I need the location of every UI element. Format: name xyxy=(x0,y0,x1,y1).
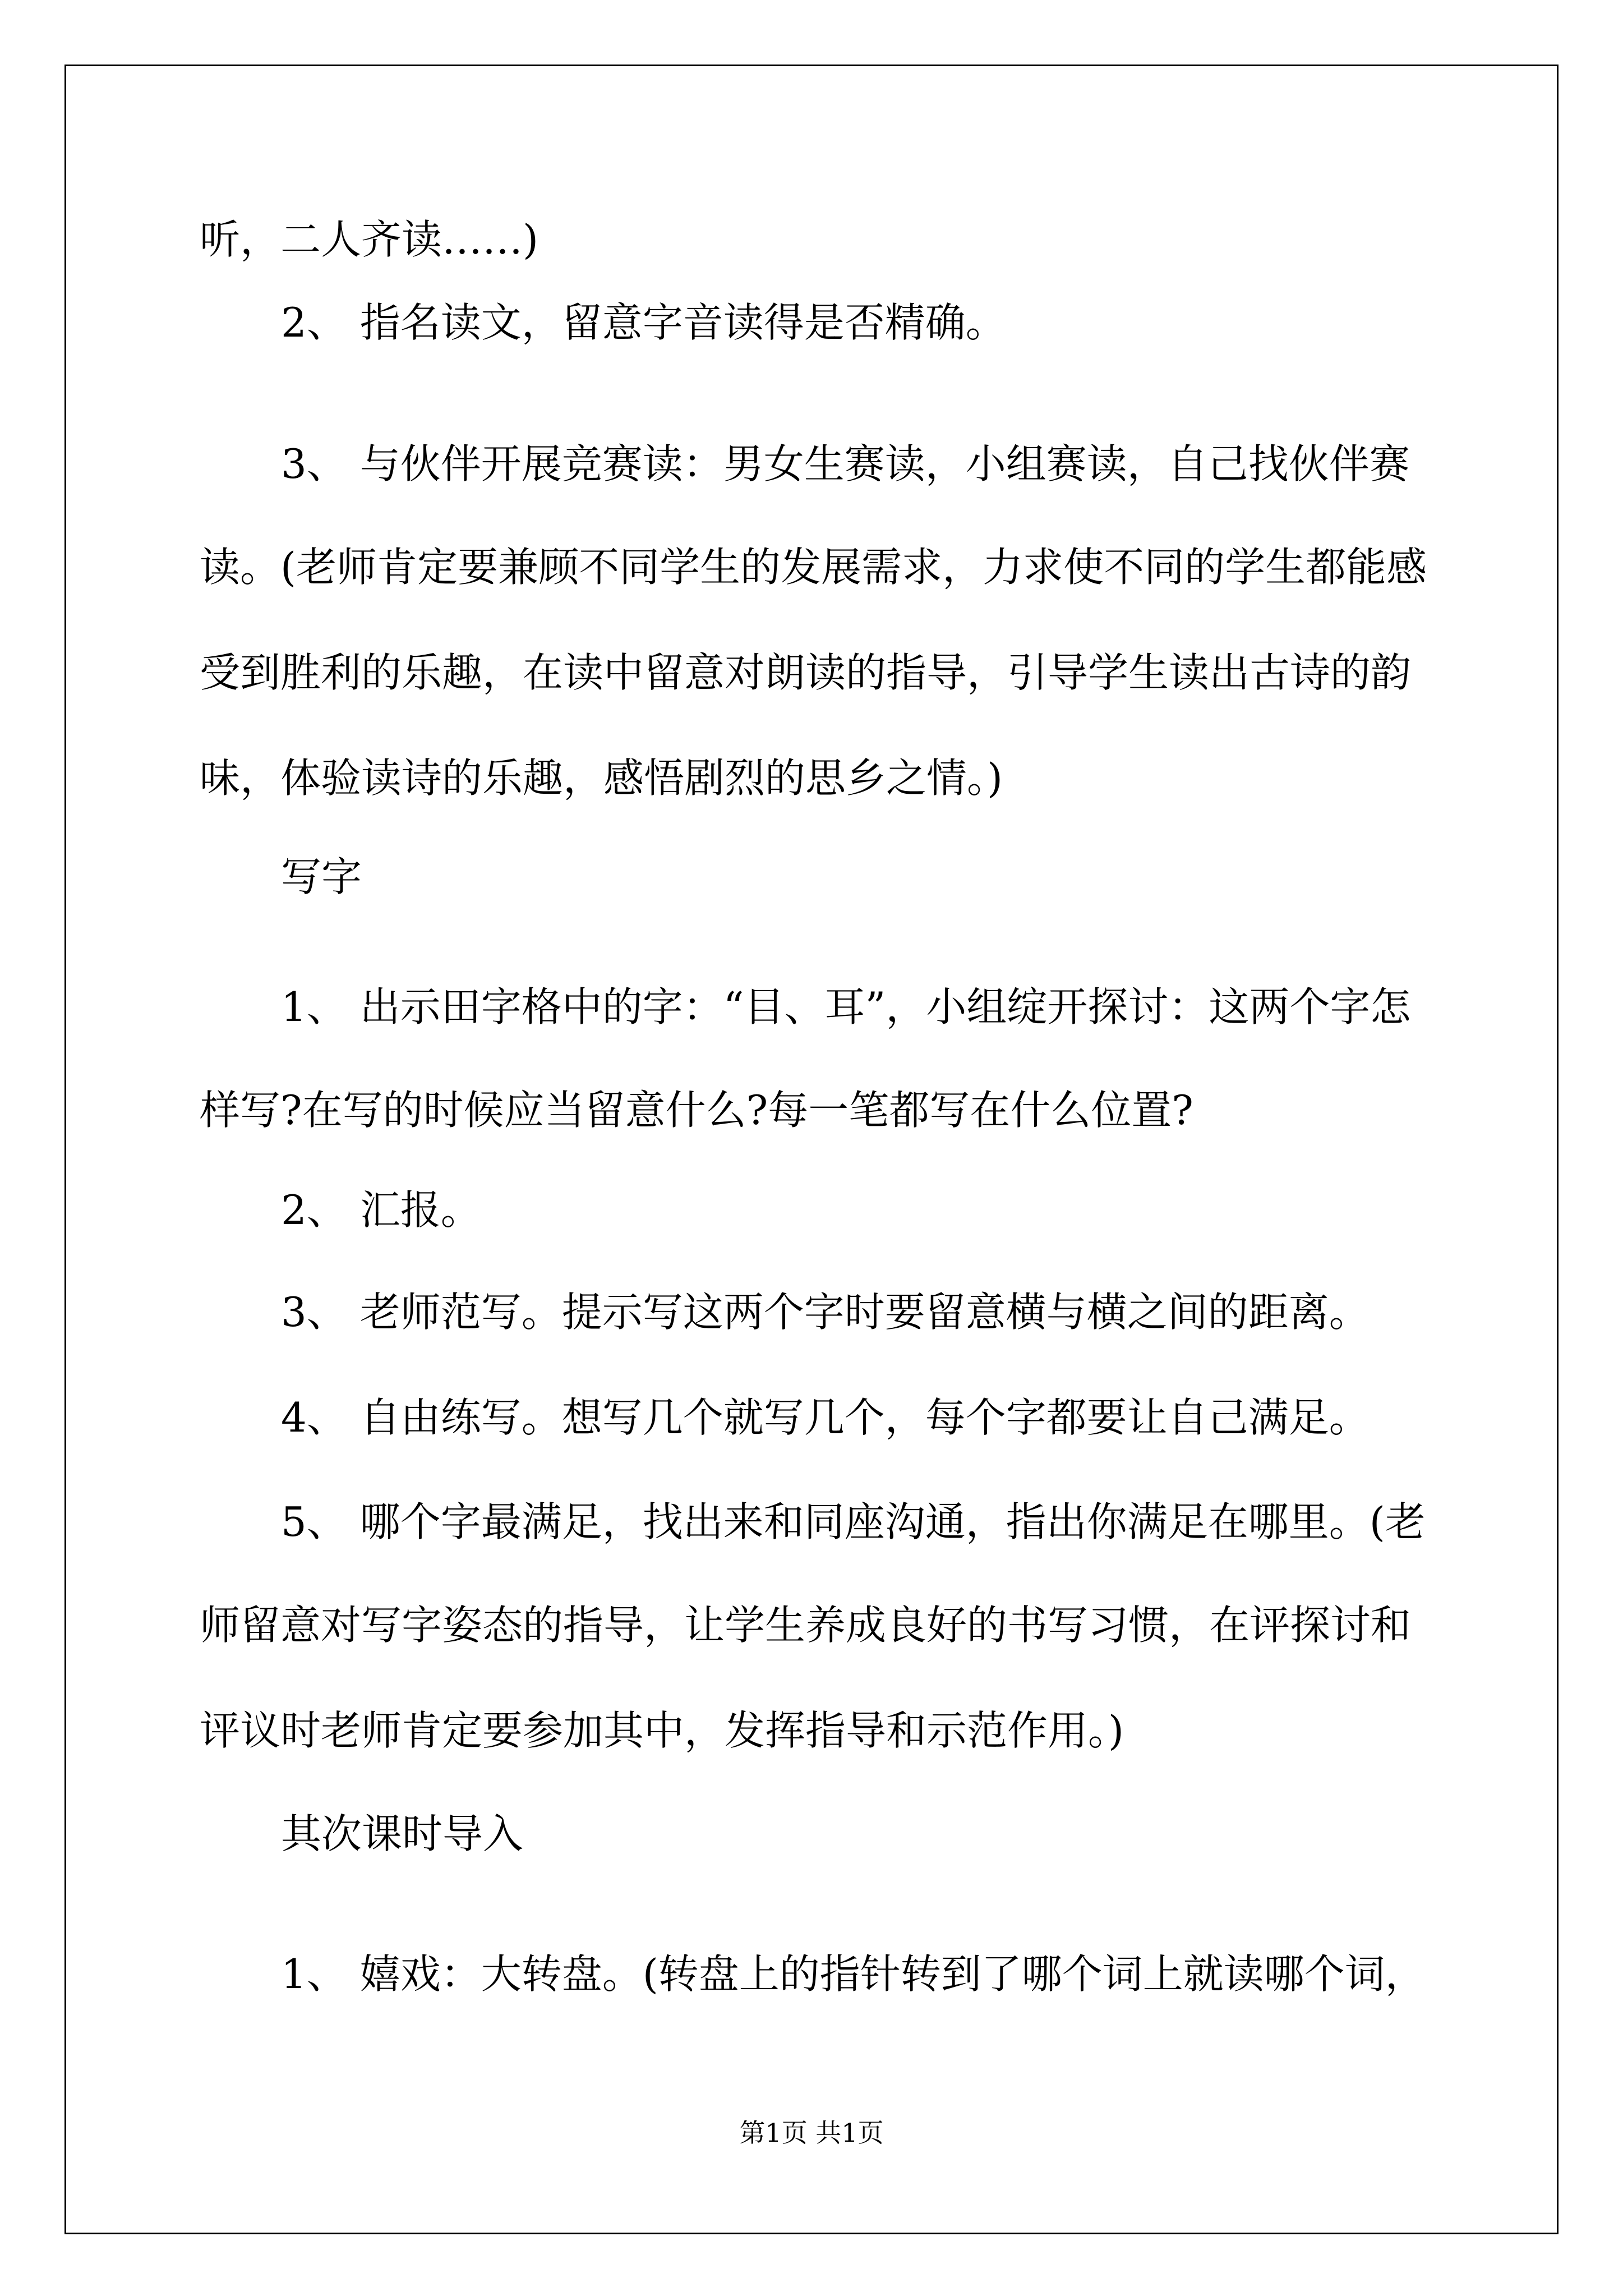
text-line: 师留意对写字姿态的指导，让学生养成良好的书写习惯，在评探讨和 xyxy=(200,1602,1412,1649)
text-line: 3、 老师范写。提示写这两个字时要留意横与横之间的距离。 xyxy=(281,1289,1370,1336)
text-line: 3、 与伙伴开展竞赛读：男女生赛读，小组赛读，自己找伙伴赛 xyxy=(281,440,1410,487)
section-heading: 其次课时导入 xyxy=(281,1810,524,1857)
text-line: 5、 哪个字最满足，找出来和同座沟通，指出你满足在哪里。(老 xyxy=(281,1498,1426,1545)
page-border xyxy=(64,65,1559,2234)
text-line: 受到胜利的乐趣，在读中留意对朗读的指导，引导学生读出古诗的韵 xyxy=(200,649,1412,696)
text-line: 2、 指名读文，留意字音读得是否精确。 xyxy=(281,299,1006,346)
page-footer: 第1页 共1页 xyxy=(739,2118,884,2148)
text-line: 评议时老师肯定要参加其中，发挥指导和示范作用。) xyxy=(200,1707,1124,1754)
text-line: 1、 嬉戏：大转盘。(转盘上的指针转到了哪个词上就读哪个词， xyxy=(281,1950,1426,1998)
text-line: 味，体验读诗的乐趣，感悟剧烈的思乡之情。) xyxy=(200,754,1003,802)
section-heading: 写字 xyxy=(281,853,362,900)
text-line: 4、 自由练写。想写几个就写几个，每个字都要让自己满足。 xyxy=(281,1394,1370,1441)
text-line: 1、 出示田字格中的字：“目、耳”，小组绽开探讨：这两个字怎 xyxy=(281,983,1411,1030)
text-line: 样写?在写的时候应当留意什么?每一笔都写在什么位置? xyxy=(200,1087,1193,1134)
text-line: 听，二人齐读……) xyxy=(200,216,539,263)
text-line: 2、 汇报。 xyxy=(281,1186,481,1234)
text-line: 读。(老师肯定要兼顾不同学生的发展需求，力求使不同的学生都能感 xyxy=(200,544,1427,591)
